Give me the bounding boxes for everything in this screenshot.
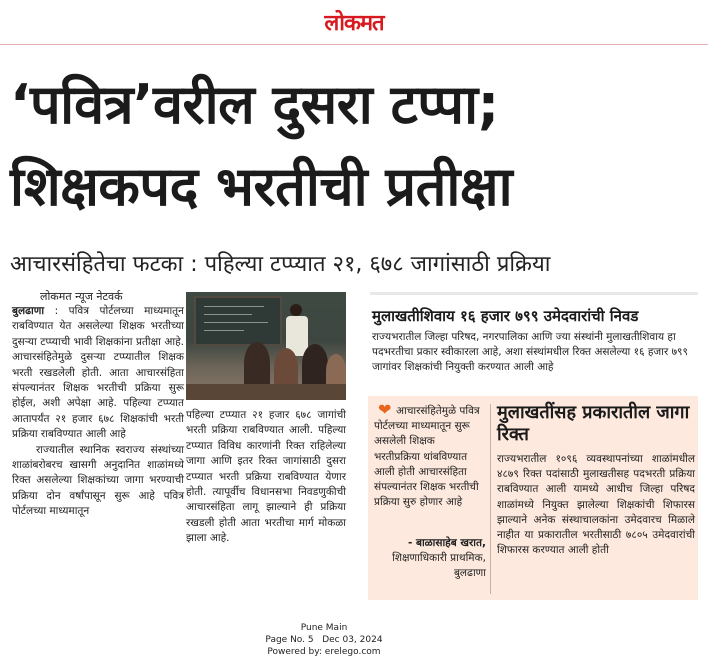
dateline: बुलढाणा <box>12 305 45 317</box>
page-footer <box>0 622 708 658</box>
issue-date: Dec 03, 2024 <box>322 635 383 645</box>
edition-label: Pune Main <box>300 623 348 633</box>
article-column-2: पहिल्या टप्प्यात २१ हजार ६७८ जागांची भरती प्रक्रिया राबविण्यात आली. पहिल्या टप्प्यात विविध कारणांनी रिक्त राहिलेल्या जागा आणि इतर रिक्त जागांसाठी दुसरा टप्प्यात भरती प्रक्रिया राबविण्यात येणार होती. त्यापूर्वीच विधानसभा निवडणुकीची आचारसंहिता लागू झाल्याने ही प्रक्रिया रखडली होती आता भरतीचा मार्ग मोकळा झाला आहे. <box>186 409 346 545</box>
box-divider <box>490 404 491 594</box>
quote-name: - बाळासाहेब खरात, <box>407 537 486 549</box>
page-number: Page No. 5 <box>265 635 314 645</box>
masthead <box>0 0 708 45</box>
box-heading: मुलाखतींसह प्रकारातील जागा रिक्त <box>497 402 690 445</box>
headline-line-1: ‘पवित्र’वरील दुसरा टप्पा; <box>10 73 499 136</box>
official-quote <box>374 400 484 510</box>
column1-text: : पवित्र पोर्टलच्या माध्यमातून राबविण्यात येत असलेल्या शिक्षक भरतीच्या दुसऱ्या टप्प्याची भावी शिक्षकांना प्रतीक्षा आहे. आचारसंहितेमुळे दुसऱ्या टप्प्यातील शिक्षक भरती रखडलेली होती. आता आचारसंहिता संपल्यानंतर शिक्षक भरतीची प्रक्रिया सुरू होईल, अशी अपेक्षा आहे. पहिल्या टप्प्यात आतापर्यंत २१ हजार ६७८ शिक्षकांची भरती प्रक्रिया राबविण्यात आली आहे <box>12 305 184 441</box>
quote-icon: ❤ <box>378 400 392 419</box>
newspaper-logo: लोकमत <box>324 11 384 36</box>
headline <box>10 64 700 228</box>
powered-by: Powered by: erelego.com <box>267 647 381 657</box>
classroom-photo <box>186 292 346 400</box>
section-divider <box>370 292 698 295</box>
blackboard <box>194 296 282 346</box>
article-column-1 <box>12 304 184 520</box>
quote-attribution <box>374 536 486 582</box>
page-date <box>0 634 708 646</box>
headline-line-2: शिक्षकपद भरतीची प्रतीक्षा <box>10 155 513 218</box>
subheadline: आचारसंहितेचा फटका : पहिल्या टप्प्यात २१, ६७८ जागांसाठी प्रक्रिया <box>10 252 551 277</box>
byline: लोकमत न्यूज नेटवर्क <box>40 290 123 303</box>
sidebar-heading: मुलाखतीशिवाय १६ हजार ७९९ उमेदवारांची निवड <box>372 307 639 325</box>
quote-role: शिक्षणाधिकारी प्राथमिक, बुलढाणा <box>392 552 486 580</box>
sidebar-intro: राज्यभरातील जिल्हा परिषद, नगरपालिका आणि ज्या संस्थांनी मुलाखतीशिवाय हा पदभरतीचा प्रकार स्वीकारला आहे, अशा संस्थांमधील रिक्त असलेल्या १६ हजार ७९९ जागांवर शिक्षकांची नियुक्ती करण्यात आली आहे <box>372 331 688 374</box>
column1-text-2: राज्यातील स्थानिक स्वराज्य संस्थांच्या शाळांबरोबरच खासगी अनुदानित शाळांमध्ये रिक्त असलेल्या शिक्षकांच्या जागा भरण्याची प्रक्रिया दोन वर्षांपासून सुरू आहे पवित्र पोर्टलच्या माध्यमातून <box>12 443 184 518</box>
box-body: राज्यभरातील १०९६ व्यवस्थापनांच्या शाळांमधील ४८७९ रिक्त पदांसाठी मुलाखतीसह पदभरती प्रक्रिया राबविण्यात आली यामध्ये आधीच जिल्हा परिषद शाळांमध्ये नियुक्त झालेल्या शिक्षकांची शिफारस झाल्याने अनेक संस्थाचालकांना उमेदवारच मिळाले नाहीत या प्रकारातील भरतीसाठी ७८०५ उमेदवारांची शिफारस करण्यात आली होती <box>497 453 695 557</box>
quote-text: आचारसंहितेमुळे पवित्र पोर्टलच्या माध्यमातून सुरू असलेली शिक्षक भरतीप्रक्रिया थांबविण्यात आली होती आचारसंहिता संपल्यानंतर शिक्षक भरतीची प्रक्रिया सुरु होणार आहे <box>374 405 480 509</box>
